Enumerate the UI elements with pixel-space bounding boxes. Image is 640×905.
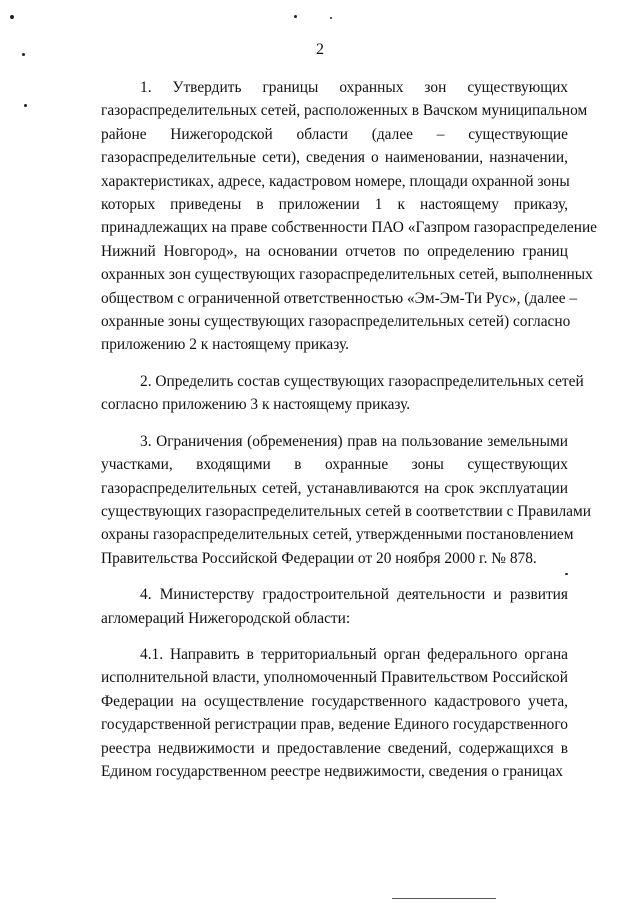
text-line: реестра недвижимости и предоставление сведений, содержащихся в bbox=[101, 739, 568, 757]
text-line: участками, входящими в охранные зоны существующих bbox=[101, 456, 568, 474]
text-line: 3. Ограничения (обременения) прав на пользование земельными bbox=[140, 432, 568, 450]
text-line: районе Нижегородской области (далее – существующие bbox=[101, 125, 568, 143]
text-line: которых приведены в приложении 1 к настоящему приказу, bbox=[101, 196, 568, 214]
text-line: согласно приложению 3 к настоящему приказу. bbox=[101, 396, 411, 414]
text-line: 4. Министерству градостроительной деятельности и развития bbox=[140, 586, 568, 604]
text-line: характеристиках, адресе, кадастровом номере, площади охранной зоны bbox=[101, 172, 570, 190]
text-line: принадлежащих на праве собственности ПАО «Газпром газораспределение bbox=[101, 219, 598, 237]
paragraph bbox=[101, 583, 568, 630]
scan-speck bbox=[330, 17, 332, 19]
document-body bbox=[101, 76, 598, 783]
text-line: охранных зон существующих газораспределительных сетей, выполненных bbox=[101, 266, 593, 284]
text-line: приложению 2 к настоящему приказу. bbox=[101, 336, 349, 354]
text-line: охранные зоны существующих газораспределительных сетей) согласно bbox=[101, 313, 571, 331]
scan-speck bbox=[294, 15, 297, 18]
paragraph bbox=[101, 643, 568, 783]
text-line: газораспределительные сети), сведения о наименовании, назначении, bbox=[101, 149, 568, 167]
text-line: 2. Определить состав существующих газораспределительных сетей bbox=[140, 372, 584, 390]
text-line: исполнительной власти, уполномоченный Правительством Российской bbox=[101, 669, 568, 687]
text-line: 1. Утвердить границы охранных зон существующих bbox=[140, 79, 568, 96]
footer-rule bbox=[392, 898, 496, 899]
text-line: Нижний Новгород», на основании отчетов по определению границ bbox=[101, 242, 568, 260]
paragraph bbox=[101, 76, 598, 357]
text-line: существующих газораспределительных сетей в соответствии с Правилами bbox=[101, 502, 591, 520]
text-line: агломераций Нижегородской области: bbox=[101, 609, 351, 627]
text-line: государственной регистрации прав, ведение Единого государственного bbox=[101, 716, 568, 734]
text-line: Правительства Российской Федерации от 20 ноября 2000 г. № 878. bbox=[101, 549, 537, 567]
scan-speck bbox=[24, 104, 27, 107]
text-line: газораспределительных сетей, устанавливаются на срок эксплуатации bbox=[101, 479, 568, 497]
text-line: Федерации на осуществление государственного кадастрового учета, bbox=[101, 692, 568, 710]
text-line: обществом с ограниченной ответственностью «Эм-Эм-Ти Рус», (далее – bbox=[101, 289, 578, 307]
text-line: 4.1. Направить в территориальный орган федерального органа bbox=[140, 645, 568, 663]
text-line: газораспределительных сетей, расположенных в Вачском муниципальном bbox=[101, 102, 588, 120]
page-number: 2 bbox=[316, 41, 324, 58]
text-line: охраны газораспределительных сетей, утвержденными постановлением bbox=[101, 526, 574, 544]
scan-speck bbox=[10, 15, 14, 19]
paragraph bbox=[101, 430, 591, 570]
text-line: Едином государственном реестре недвижимости, сведения о границах bbox=[101, 762, 563, 780]
paragraph bbox=[101, 370, 584, 417]
